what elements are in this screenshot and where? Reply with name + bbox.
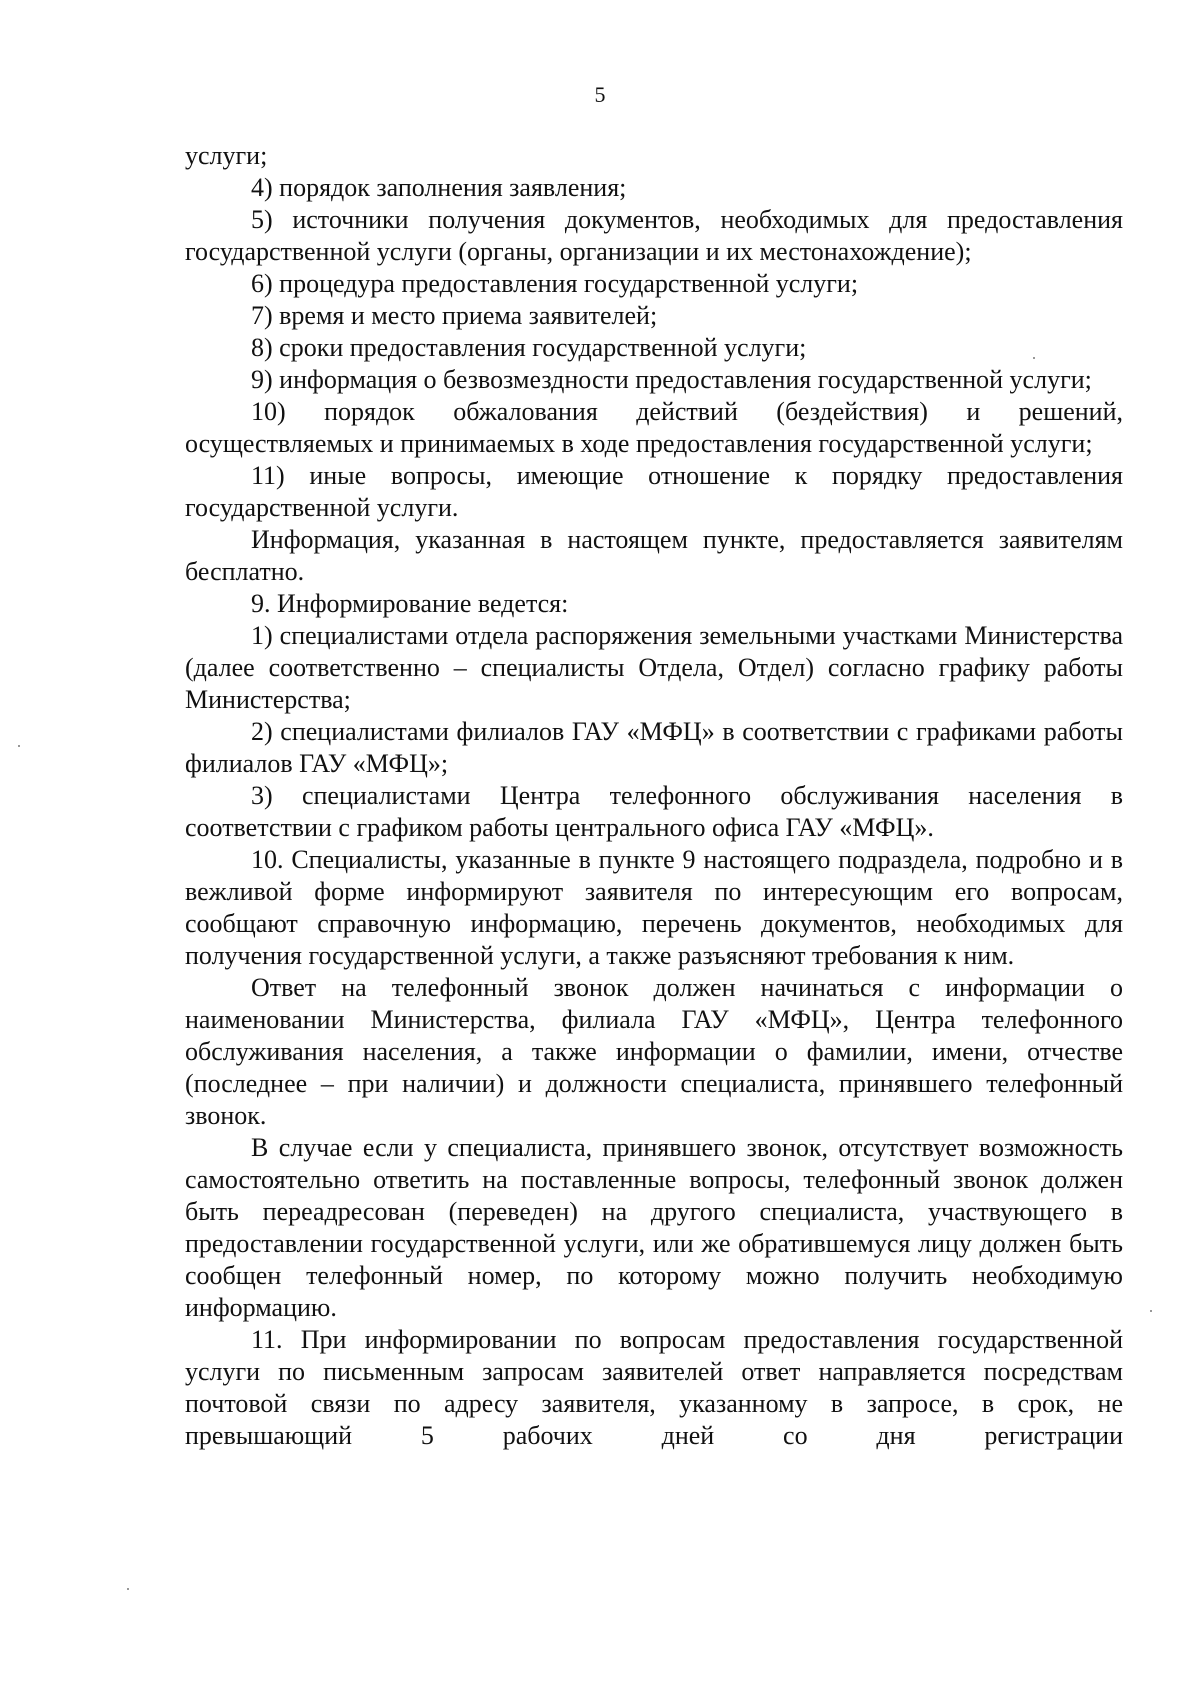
paragraph: Информация, указанная в настоящем пункте, предоставляется заявителям бесплатно. — [185, 525, 1123, 586]
paragraph: 1) специалистами отдела распоряжения земельными участками Министерства (далее соответственно – специалисты Отдела, Отдел) согласно графику работы Министерства; — [185, 621, 1123, 714]
paragraph: 2) специалистами филиалов ГАУ «МФЦ» в соответствии с графиками работы филиалов ГАУ «МФЦ»; — [185, 717, 1123, 778]
paragraph: Ответ на телефонный звонок должен начинаться с информации о наименовании Министерства, филиала ГАУ «МФЦ», Центра телефонного обслуживания населения, а также информации о фамилии, имени, отчестве (последнее – при наличии) и должности специалиста, принявшего телефонный звонок. — [185, 973, 1123, 1130]
paragraph: услуги; — [185, 141, 268, 170]
paragraph: 6) процедура предоставления государственной услуги; — [251, 269, 859, 298]
scan-speck — [18, 745, 20, 747]
paragraph: 11. При информировании по вопросам предоставления государственной услуги по письменным запросам заявителей ответ направляется посредствам почтовой связи по адресу заявителя, указанному в запросе, в срок, не превышающий 5 рабочих дней со дня регистрации — [185, 1325, 1123, 1450]
paragraph: 8) сроки предоставления государственной услуги; — [251, 333, 807, 362]
paragraph: 10. Специалисты, указанные в пункте 9 настоящего подраздела, подробно и в вежливой форме информируют заявителя по интересующим его вопросам, сообщают справочную информацию, перечень документов, необходимых для получения государственной услуги, а также разъясняют требования к ним. — [185, 845, 1123, 970]
paragraph: 7) время и место приема заявителей; — [251, 301, 658, 330]
paragraph: 10) порядок обжалования действий (бездействия) и решений, осуществляемых и принимаемых в ходе предоставления государственной услуги; — [185, 397, 1123, 458]
page-number: 5 — [594, 82, 606, 107]
paragraph: 9. Информирование ведется: — [251, 589, 569, 618]
scan-speck — [1150, 1310, 1152, 1312]
paragraph: 11) иные вопросы, имеющие отношение к порядку предоставления государственной услуги. — [185, 461, 1123, 522]
paragraph: В случае если у специалиста, принявшего звонок, отсутствует возможность самостоятельно ответить на поставленные вопросы, телефонный звонок должен быть переадресован (переведен) на другого специалиста, участвующего в предоставлении государственной услуги, или же обратившемуся лицу должен быть сообщен телефонный номер, по которому можно получить необходимую информацию. — [185, 1133, 1123, 1322]
scan-speck — [127, 1588, 129, 1590]
paragraph: 5) источники получения документов, необходимых для предоставления государственной услуги (органы, организации и их местонахождение); — [185, 205, 1123, 266]
paragraph: 3) специалистами Центра телефонного обслуживания населения в соответствии с графиком работы центрального офиса ГАУ «МФЦ». — [185, 781, 1123, 842]
scan-speck — [1033, 357, 1035, 359]
document-body — [185, 140, 1123, 1452]
paragraph: 9) информация о безвозмездности предоставления государственной услуги; — [251, 365, 1092, 394]
paragraph: 4) порядок заполнения заявления; — [251, 173, 627, 202]
